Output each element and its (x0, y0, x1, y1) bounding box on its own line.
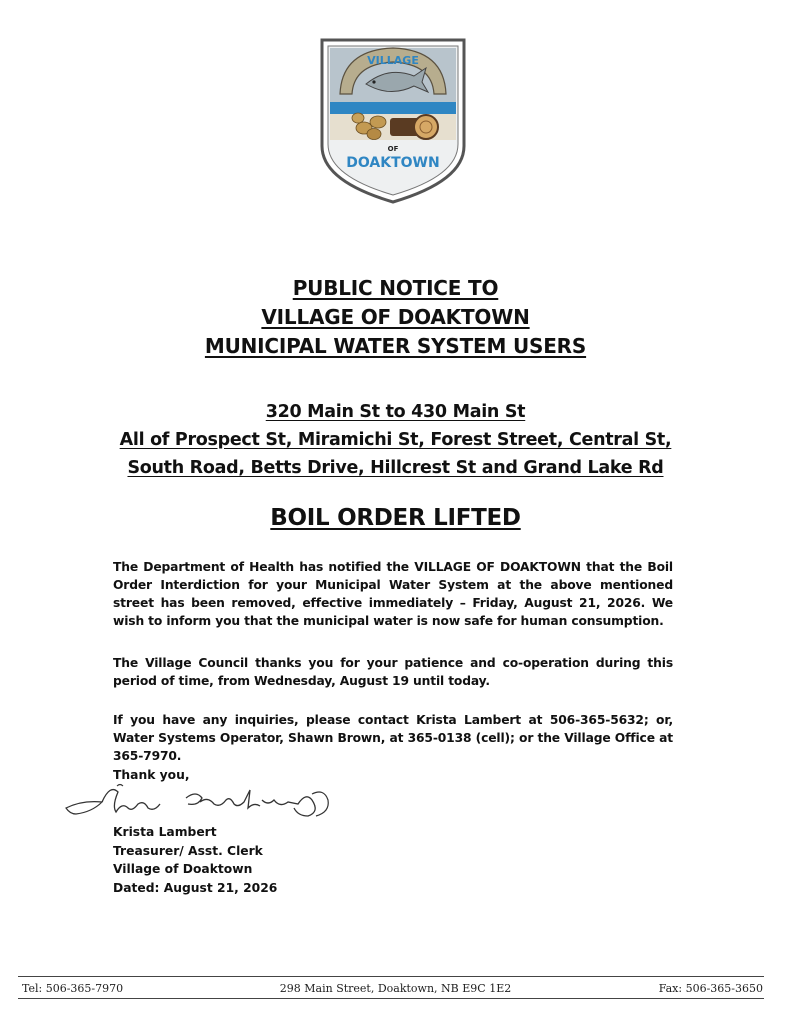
crest-top-word: VILLAGE (367, 54, 419, 67)
footer-divider-bottom (18, 998, 764, 999)
footer-address: 298 Main Street, Doaktown, NB E9C 1E2 (279, 982, 512, 995)
body-paragraph: If you have any inquiries, please contact Krista Lambert at 506-365-5632; or, Water Systems Operator, Shawn Brown, at 365-0138 (cell); or the Village Office at 365-7970. (113, 713, 673, 763)
address-line: 320 Main St to 430 Main St (265, 402, 526, 422)
affected-streets (0, 398, 791, 482)
headline (0, 505, 791, 531)
body-paragraph: The Village Council thanks you for your patience and co-operation during this period of time, from Wednesday, August 19 until today. (113, 656, 673, 688)
dated: Dated: August 21, 2026 (113, 880, 278, 895)
signatory-organization: Village of Doaktown (113, 862, 253, 876)
handwritten-signature (62, 778, 337, 828)
crest-bottom-word: DOAKTOWN (346, 155, 440, 171)
footer-tel: Tel: 506-365-7970 (22, 982, 124, 995)
title-line: VILLAGE OF DOAKTOWN (261, 305, 530, 329)
footer-divider-top (18, 976, 764, 977)
village-crest-logo (318, 36, 468, 206)
title-line: PUBLIC NOTICE TO (292, 276, 499, 300)
address-line: All of Prospect St, Miramichi St, Forest Street, Central St, (119, 430, 672, 450)
signatory-title: Treasurer/ Asst. Clerk (113, 843, 263, 858)
footer-fax: Fax: 506-365-3650 (658, 982, 763, 995)
body-paragraph: The Department of Health has notified the VILLAGE OF DOAKTOWN that the Boil Order Interdiction for your Municipal Water System at the above mentioned street has been removed, effective immediately – Friday, August 21, 2026. We wish to inform you that the municipal water is now safe for human consumption. (113, 560, 673, 628)
notice-title (0, 274, 791, 361)
title-line: MUNICIPAL WATER SYSTEM USERS (204, 334, 587, 358)
crest-of-word: OF (387, 145, 399, 153)
signatory-name: Krista Lambert (113, 825, 217, 839)
salutation: Thank you, (113, 768, 190, 782)
signatory-block (113, 823, 277, 897)
boil-order-headline: BOIL ORDER LIFTED (270, 505, 521, 531)
address-line: South Road, Betts Drive, Hillcrest St and Grand Lake Rd (127, 458, 664, 478)
